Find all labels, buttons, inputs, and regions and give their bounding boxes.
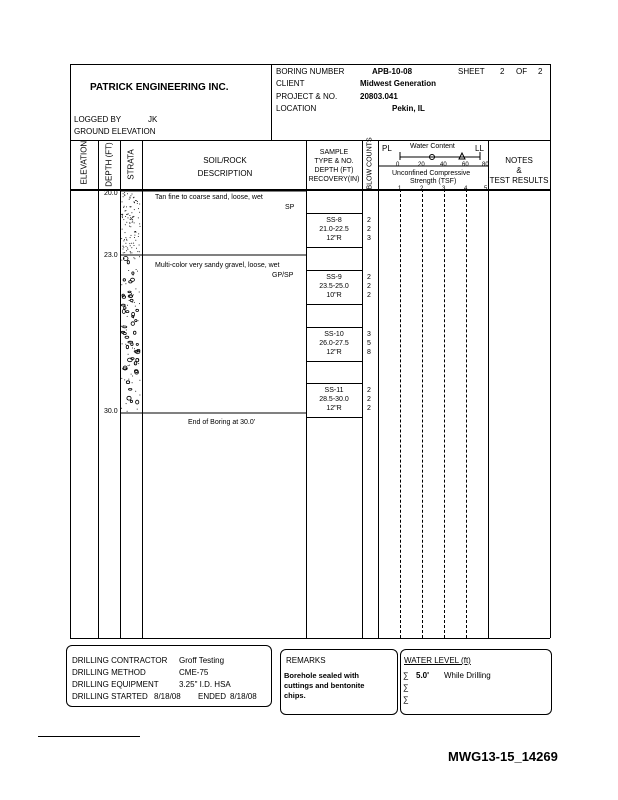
method-label: DRILLING METHOD: [72, 668, 146, 677]
project-label: PROJECT & NO.: [276, 92, 338, 101]
ground-elevation-label: GROUND ELEVATION: [74, 127, 156, 136]
notes-header: NOTES: [505, 156, 533, 165]
type-no-header: TYPE & NO.: [314, 158, 354, 165]
water-level-symbol-1: ∑: [403, 671, 409, 680]
water-level-label: WATER LEVEL (ft): [404, 656, 471, 665]
client-value: Midwest Generation: [360, 79, 437, 88]
test-results-header: TEST RESULTS: [489, 176, 549, 185]
sample-1-blow-1: 2: [367, 217, 371, 224]
method-value: CME-75: [179, 668, 209, 677]
water-content-label: Water Content: [410, 143, 455, 150]
started-label: DRILLING STARTED: [72, 692, 148, 701]
remarks-label: REMARKS: [286, 656, 326, 665]
sheet-total: 2: [538, 67, 543, 76]
document-id: MWG13-15_14269: [448, 749, 558, 764]
sample-1-recovery: 12"R: [326, 235, 342, 242]
scale-bottom-2: 2: [420, 186, 424, 192]
logged-by-label: LOGGED BY: [74, 115, 122, 124]
remarks-line-3: chips.: [284, 691, 306, 700]
sample-4-depth: 28.5-30.0: [319, 396, 349, 403]
sample-3-blow-2: 5: [367, 340, 371, 347]
gravel-symbols: [121, 256, 141, 412]
sample-4-blow-3: 2: [367, 405, 371, 412]
sample-4-blow-2: 2: [367, 396, 371, 403]
depth-mark-30: 30.0: [104, 408, 118, 415]
sample-3-depth: 26.0-27.5: [319, 340, 349, 347]
sample-header: SAMPLE: [319, 149, 349, 156]
sample-4-id: SS-11: [324, 387, 344, 394]
sheet-of-label: OF: [516, 67, 528, 76]
scale-top-0: 0: [396, 162, 400, 168]
ucs-label: Unconfined Compressive: [392, 170, 471, 177]
layer-1-description: Tan fine to coarse sand, loose, wet: [155, 194, 263, 201]
ended-value: 8/18/08: [230, 692, 257, 701]
layer-2-uscs: GP/SP: [272, 272, 294, 279]
sample-2-blow-3: 2: [367, 292, 371, 299]
client-label: CLIENT: [276, 79, 305, 88]
scale-bottom-4: 4: [464, 186, 468, 192]
water-level-value: 5.0': [416, 671, 430, 680]
logged-by-value: JK: [148, 115, 158, 124]
sample-1-id: SS-8: [326, 217, 342, 224]
water-level-symbol-2: ∑: [403, 683, 409, 692]
footer-rule: [38, 736, 140, 737]
depth-header: DEPTH (FT): [104, 142, 114, 187]
remarks-line-1: Borehole sealed with: [284, 671, 360, 680]
ended-label: ENDED: [198, 692, 227, 701]
recovery-header: RECOVERY(IN): [308, 176, 360, 183]
remarks-line-2: cuttings and bentonite: [284, 681, 365, 690]
elevation-header: ELEVATION: [79, 140, 89, 185]
sand-stipple: [121, 192, 141, 254]
sample-2-blow-2: 2: [367, 283, 371, 290]
description-header: DESCRIPTION: [197, 169, 253, 178]
sample-2-id: SS-9: [326, 274, 342, 281]
equipment-value: 3.25" I.D. HSA: [179, 680, 231, 689]
sample-1-blow-3: 3: [367, 235, 371, 242]
location-label: LOCATION: [276, 104, 317, 113]
sheet-number: 2: [500, 67, 505, 76]
depth-ft-header: DEPTH (FT): [314, 167, 354, 174]
ampersand-header: &: [516, 166, 522, 175]
layer-2-description: Multi-color very sandy gravel, loose, wet: [155, 262, 280, 269]
scale-bottom-1: 1: [398, 186, 402, 192]
depth-mark-23: 23.0: [104, 252, 118, 259]
sample-3-blow-3: 8: [367, 349, 371, 356]
sheet-label: SHEET: [458, 67, 485, 76]
soil-rock-header: SOIL/ROCK: [203, 156, 247, 165]
sample-3-blow-1: 3: [367, 331, 371, 338]
sample-2-blow-1: 2: [367, 274, 371, 281]
scale-top-80: 80: [482, 162, 489, 168]
sample-1-depth: 21.0-22.5: [319, 226, 349, 233]
project-value: 20803.041: [360, 92, 398, 101]
scale-bottom-5: 5: [484, 186, 488, 192]
sample-2-recovery: 10"R: [326, 292, 342, 299]
contractor-value: Groff Testing: [179, 656, 225, 665]
sample-4-blow-1: 2: [367, 387, 371, 394]
pl-label: PL: [382, 144, 392, 153]
scale-top-60: 60: [462, 162, 469, 168]
scale-top-40: 40: [440, 162, 447, 168]
strata-header: STRATA: [126, 149, 136, 180]
contractor-label: DRILLING CONTRACTOR: [72, 656, 168, 665]
water-level-note: While Drilling: [444, 671, 491, 680]
sample-3-recovery: 12"R: [326, 349, 342, 356]
boring-number-value: APB-10-08: [372, 67, 413, 76]
end-of-boring: End of Boring at 30.0': [188, 419, 256, 426]
sample-3-id: SS-10: [324, 331, 344, 338]
company-name: PATRICK ENGINEERING INC.: [90, 82, 229, 93]
started-value: 8/18/08: [154, 692, 181, 701]
sample-1-blow-2: 2: [367, 226, 371, 233]
layer-1-uscs: SP: [285, 204, 295, 211]
ucs-unit-label: Strength (TSF): [410, 178, 457, 185]
scale-bottom-3: 3: [442, 186, 446, 192]
sample-4-recovery: 12"R: [326, 405, 342, 412]
equipment-label: DRILLING EQUIPMENT: [72, 680, 159, 689]
water-level-symbol-3: ∑: [403, 695, 409, 704]
ll-label: LL: [475, 144, 484, 153]
depth-mark-20: 20.0: [104, 190, 118, 197]
sample-2-depth: 23.5-25.0: [319, 283, 349, 290]
boring-number-label: BORING NUMBER: [276, 67, 345, 76]
blow-counts-header: BLOW COUNTS: [366, 137, 374, 190]
location-value: Pekin, IL: [392, 104, 425, 113]
scale-top-20: 20: [418, 162, 425, 168]
